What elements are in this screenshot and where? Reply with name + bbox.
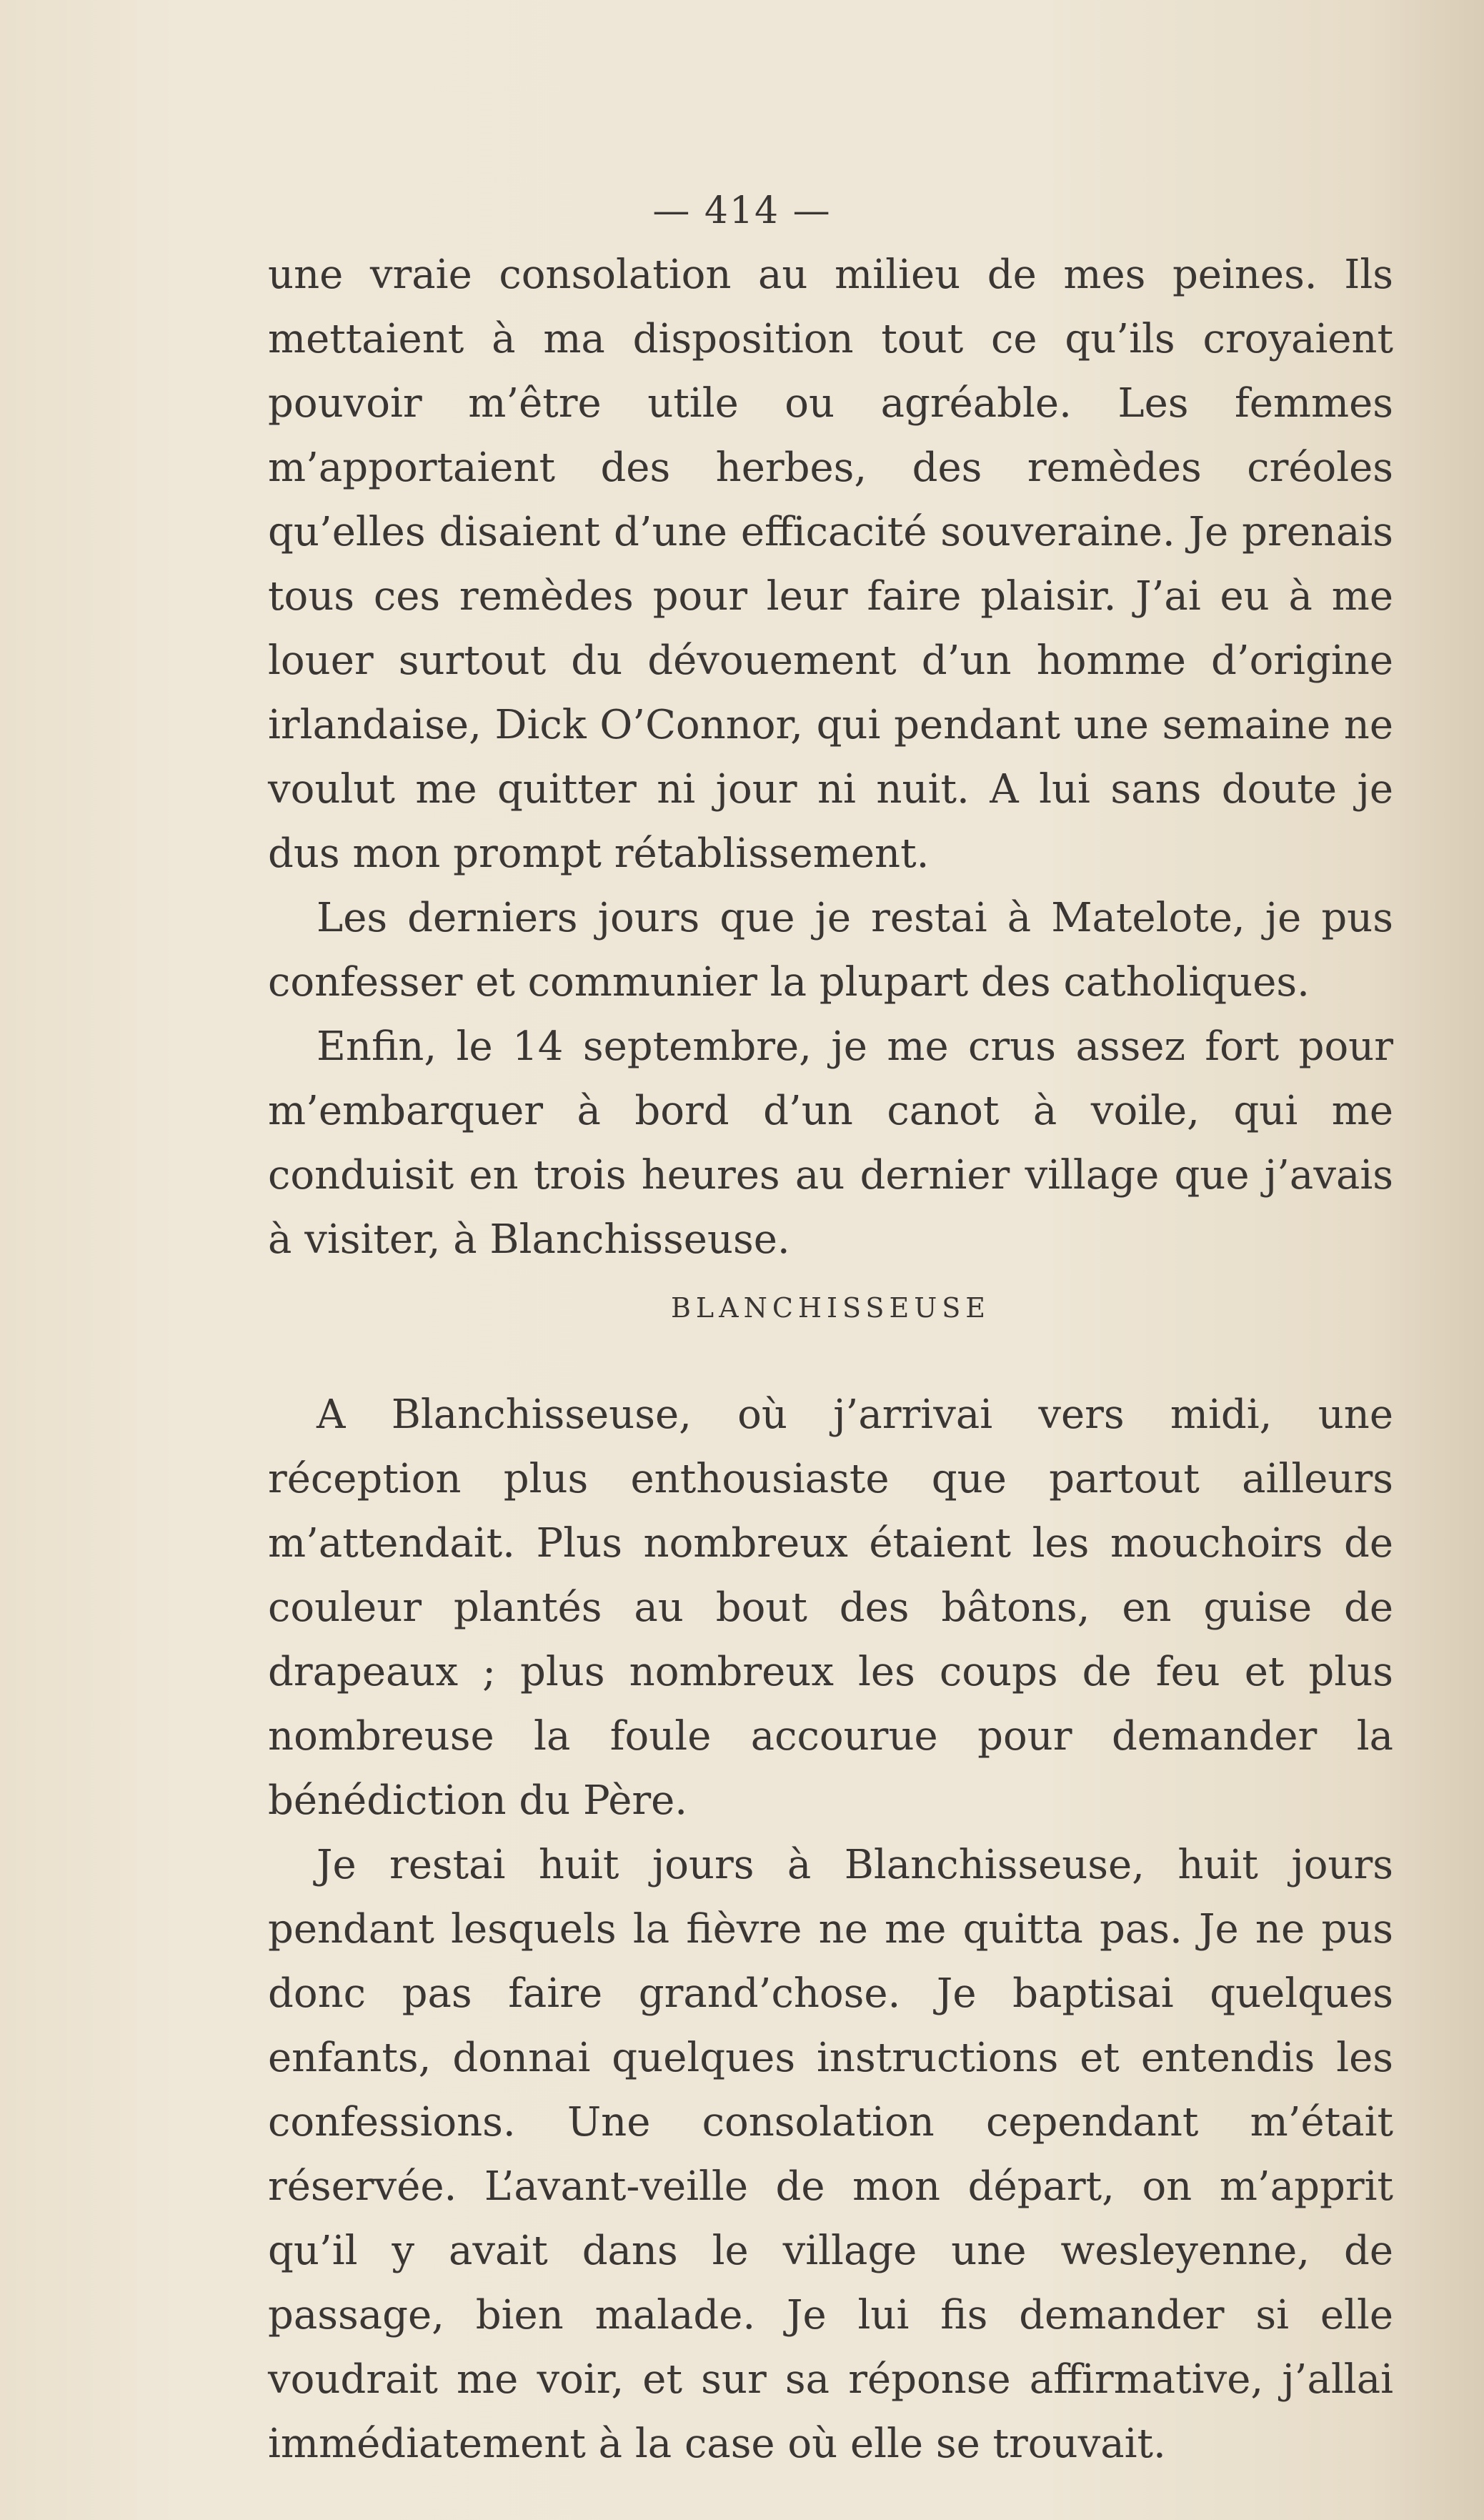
paragraph: Je restai huit jours à Blanchisseuse, huit jours pendant lesquels la fièvre ne me quitta pas. Je ne pus donc pas faire grand’chose. Je baptisai quelques enfants, donnai quelques instructions et entendis les confessions. Une consolation cependant m’était réservée. L’avant-veille de mon départ, on m’apprit qu’il y avait dans le village une wesleyenne, de passage, bien malade. Je lui fis demander si elle voudrait me voir, et sur sa réponse affirmative, j’allai immédiatement à la case où elle se trouvait. (268, 1842, 1393, 2467)
paragraph: A Blanchisseuse, où j’arrivai vers midi, une réception plus enthousiaste que partout ailleurs m’attendait. Plus nombreux étaient les mouchoirs de couleur plantés au bout des bâtons, en guise de drapeaux ; plus nombreux les coups de feu et plus nombreuse la foule accourue pour demander la bénédiction du Père. (268, 1392, 1393, 1824)
paragraph: une vraie consolation au milieu de mes peines. Ils mettaient à ma disposition tout ce qu’ils croyaient pouvoir m’être utile ou agréable. Les femmes m’apportaient des herbes, des remèdes créoles qu’elles disaient d’une efficacité souveraine. Je prenais tous ces remèdes pour leur faire plaisir. J’ai eu à me louer surtout du dévouement d’un homme d’origine irlandaise, Dick O’Connor, qui pendant une semaine ne voulut me quitter ni jour ni nuit. A lui sans doute je dus mon prompt rétablissement. (268, 252, 1393, 877)
section-heading: BLANCHISSEUSE (670, 1292, 990, 1324)
page-number: — 414 — (652, 189, 832, 232)
paragraph: Les derniers jours que je restai à Matelote, je pus confesser et communier la plupart des catholiques. (268, 895, 1393, 1006)
paragraph: Enfin, le 14 septembre, je me crus assez fort pour m’embarquer à bord d’un canot à voile, qui me conduisit en trois heures au dernier village que j’avais à visiter, à Blanchisseuse. (268, 1023, 1393, 1263)
body-text (268, 243, 1393, 2476)
